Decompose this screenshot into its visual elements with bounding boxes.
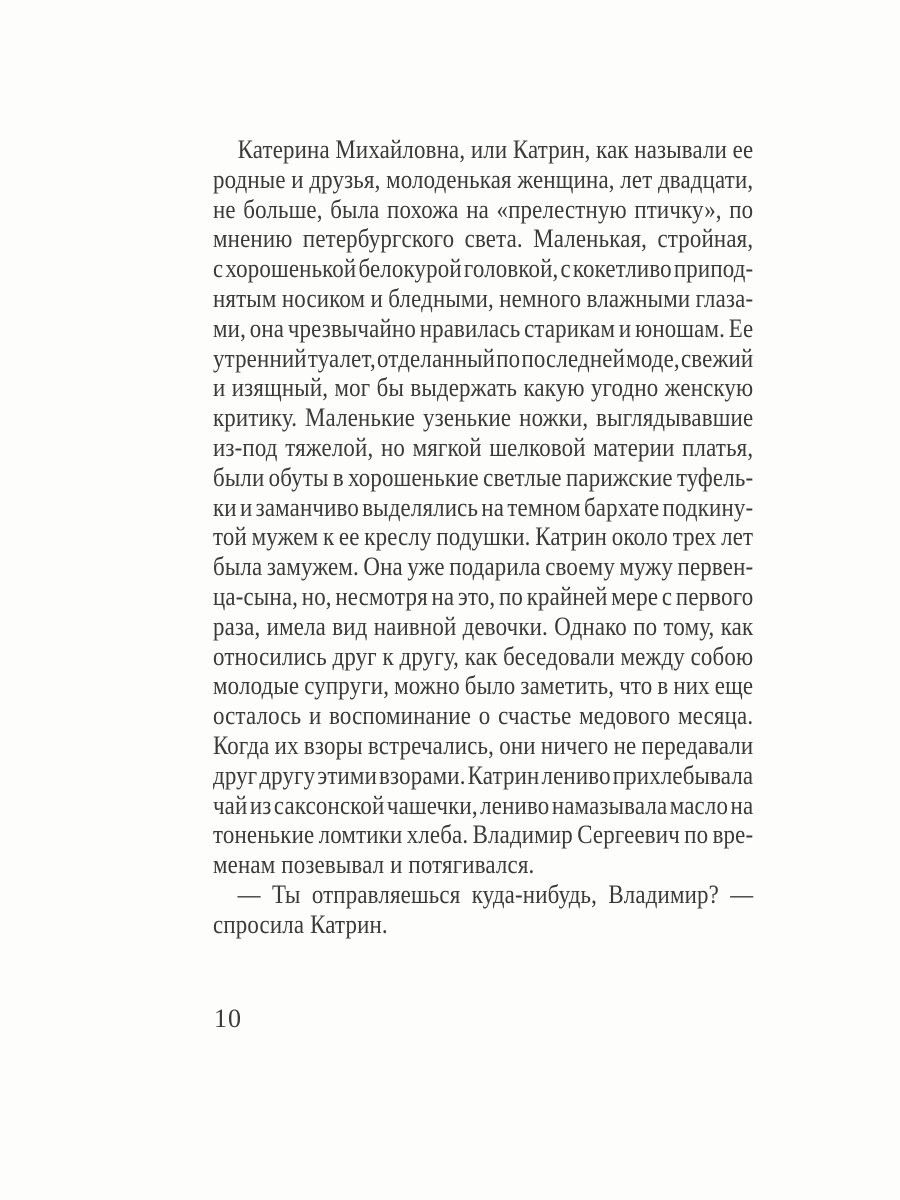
text-line: были обуты в хорошенькие светлые парижские туфель- [213, 462, 754, 492]
page-text [213, 135, 753, 940]
text-line: спросила Катрин. [213, 909, 388, 939]
text-line: мнению петербургского света. Маленькая, стройная, [213, 224, 754, 254]
page-text-inner [213, 135, 753, 940]
text-line: осталось и воспоминание о счастье медового месяца. [213, 701, 754, 731]
text-line: — Ты отправляешься куда-нибудь, Владимир? — [237, 879, 754, 909]
text-line: Катерина Михайловна, или Катрин, как называли ее [237, 135, 754, 164]
text-line: Когда их взоры встречались, они ничего не передавали [213, 730, 754, 760]
text-line: менам позевывал и потягивался. [213, 850, 535, 880]
text-line: из-под тяжелой, но мягкой шелковой материи платья, [213, 432, 754, 462]
text-line: родные и друзья, молоденькая женщина, лет двадцати, [213, 164, 754, 194]
text-line: друг другу этими взорами. Катрин лениво прихлебывала [213, 760, 754, 790]
page-number: 10 [214, 1004, 242, 1033]
text-line: молодые супруги, можно было заметить, что в них еще [213, 671, 754, 701]
text-line: тоненькие ломтики хлеба. Владимир Сергеевич по вре- [213, 820, 754, 850]
text-line: была замужем. Она уже подарила своему мужу первен- [213, 552, 754, 582]
text-line: относились друг к другу, как беседовали между собою [213, 641, 754, 671]
text-line: ки и заманчиво выделялись на темном бархате подкину- [213, 492, 754, 522]
text-line: с хорошенькой белокурой головкой, с кокетливо припод- [213, 254, 754, 284]
text-line: и изящный, мог бы выдержать какую угодно женскую [213, 373, 754, 403]
text-line: раза, имела вид наивной девочки. Однако по тому, как [213, 611, 754, 641]
text-line: ми, она чрезвычайно нравилась старикам и юношам. Ее [213, 313, 754, 343]
text-line: ца-сына, но, несмотря на это, по крайней мере с первого [213, 581, 754, 611]
text-line: не больше, была похожа на «прелестную птичку», по [213, 194, 754, 224]
text-line: чай из саксонской чашечки, лениво намазывала масло на [213, 790, 754, 820]
text-line: критику. Маленькие узенькие ножки, выглядывавшие [213, 403, 754, 433]
text-line: утренний туалет, отделанный по последней моде, свежий [213, 343, 754, 373]
text-line: той мужем к ее креслу подушки. Катрин около трех лет [213, 522, 754, 552]
text-line: нятым носиком и бледными, немного влажными глаза- [213, 283, 754, 313]
